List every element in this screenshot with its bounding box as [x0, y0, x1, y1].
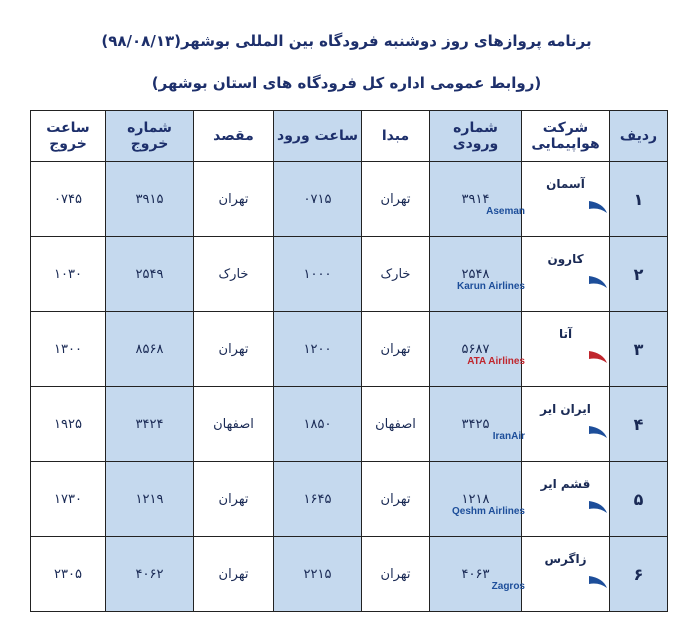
header-arrival-number: شماره ورودی [430, 111, 522, 162]
cell-origin: تهران [362, 162, 430, 237]
cell-departure-number: ۳۴۲۴ [106, 387, 194, 462]
header-row-num: ردیف [610, 111, 668, 162]
airline-logo-wordmark: IranAir [492, 431, 525, 442]
table-header-row [31, 111, 668, 162]
airline-logo-wordmark: Karun Airlines [456, 281, 525, 292]
cell-destination: خارک [194, 237, 274, 312]
flight-schedule-table [30, 110, 668, 612]
cell-departure-time: ۱۰۳۰ [31, 237, 106, 312]
cell-departure-time: ۱۹۲۵ [31, 387, 106, 462]
header-departure-number: شماره خروج [106, 111, 194, 162]
cell-departure-number: ۸۵۶۸ [106, 312, 194, 387]
cell-row-number: ۶ [610, 537, 668, 612]
cell-arrival-time: ۲۲۱۵ [274, 537, 362, 612]
airline-name: ایران ایر [540, 402, 591, 416]
cell-destination: تهران [194, 462, 274, 537]
cell-airline [491, 537, 610, 612]
airline-name: کارون [547, 252, 584, 266]
cell-row-number: ۱ [610, 162, 668, 237]
cell-arrival-time: ۱۶۴۵ [274, 462, 362, 537]
airline-logo-wordmark: Aseman [485, 206, 525, 217]
table-row [31, 462, 668, 537]
cell-destination: تهران [194, 162, 274, 237]
table-row [31, 312, 668, 387]
airline-logo-wordmark: Zagros [491, 581, 525, 592]
airline-logo-wordmark: ATA Airlines [466, 356, 525, 367]
cell-row-number: ۲ [610, 237, 668, 312]
cell-origin: اصفهان [362, 387, 430, 462]
airline-logo-icon [491, 572, 609, 596]
table-row [31, 537, 668, 612]
airline-logo-wordmark: Qeshm Airlines [451, 506, 525, 517]
page-subtitle: (روابط عمومی اداره کل فرودگاه های استان بوشهر) [151, 74, 542, 92]
cell-airline [485, 162, 610, 237]
cell-departure-number: ۱۲۱۹ [106, 462, 194, 537]
cell-row-number: ۴ [610, 387, 668, 462]
cell-origin: خارک [362, 237, 430, 312]
header-airline: شرکت هواپیمایی [522, 111, 610, 162]
cell-arrival-time: ۰۷۱۵ [274, 162, 362, 237]
cell-arrival-time: ۱۰۰۰ [274, 237, 362, 312]
cell-row-number: ۳ [610, 312, 668, 387]
cell-departure-time: ۲۳۰۵ [31, 537, 106, 612]
airline-logo-icon [492, 422, 609, 446]
cell-origin: تهران [362, 462, 430, 537]
header-origin: مبدا [362, 111, 430, 162]
cell-arrival-number: ۱۲۱۸ [430, 462, 522, 537]
cell-destination: تهران [194, 537, 274, 612]
header-arrival-time: ساعت ورود [274, 111, 362, 162]
cell-row-number: ۵ [610, 462, 668, 537]
cell-departure-number: ۴۰۶۲ [106, 537, 194, 612]
cell-origin: تهران [362, 312, 430, 387]
cell-departure-number: ۲۵۴۹ [106, 237, 194, 312]
cell-destination: اصفهان [194, 387, 274, 462]
cell-departure-time: ۱۳۰۰ [31, 312, 106, 387]
cell-origin: تهران [362, 537, 430, 612]
cell-arrival-time: ۱۲۰۰ [274, 312, 362, 387]
airline-name: زاگرس [544, 552, 587, 566]
cell-arrival-number: ۴۰۶۳ [430, 537, 522, 612]
airline-name: آسمان [546, 177, 585, 191]
cell-arrival-number: ۵۶۸۷ [430, 312, 522, 387]
table-row [31, 387, 668, 462]
cell-arrival-time: ۱۸۵۰ [274, 387, 362, 462]
airline-name: قشم ایر [540, 477, 591, 491]
cell-arrival-number: ۲۵۴۸ [430, 237, 522, 312]
cell-departure-time: ۱۷۳۰ [31, 462, 106, 537]
table-row [31, 162, 668, 237]
table-body [31, 162, 668, 612]
cell-arrival-number: ۳۹۱۴ [430, 162, 522, 237]
page-title: برنامه پروازهای روز دوشنبه فرودگاه بین المللی بوشهر(۹۸/۰۸/۱۳) [101, 32, 592, 50]
header-departure-time: ساعت خروج [31, 111, 106, 162]
cell-airline [492, 387, 610, 462]
airline-name: آتا [558, 327, 573, 341]
cell-departure-time: ۰۷۴۵ [31, 162, 106, 237]
cell-departure-number: ۳۹۱۵ [106, 162, 194, 237]
cell-arrival-number: ۳۴۲۵ [430, 387, 522, 462]
header-destination: مقصد [194, 111, 274, 162]
table-row [31, 237, 668, 312]
cell-destination: تهران [194, 312, 274, 387]
airline-logo-icon [485, 197, 609, 221]
